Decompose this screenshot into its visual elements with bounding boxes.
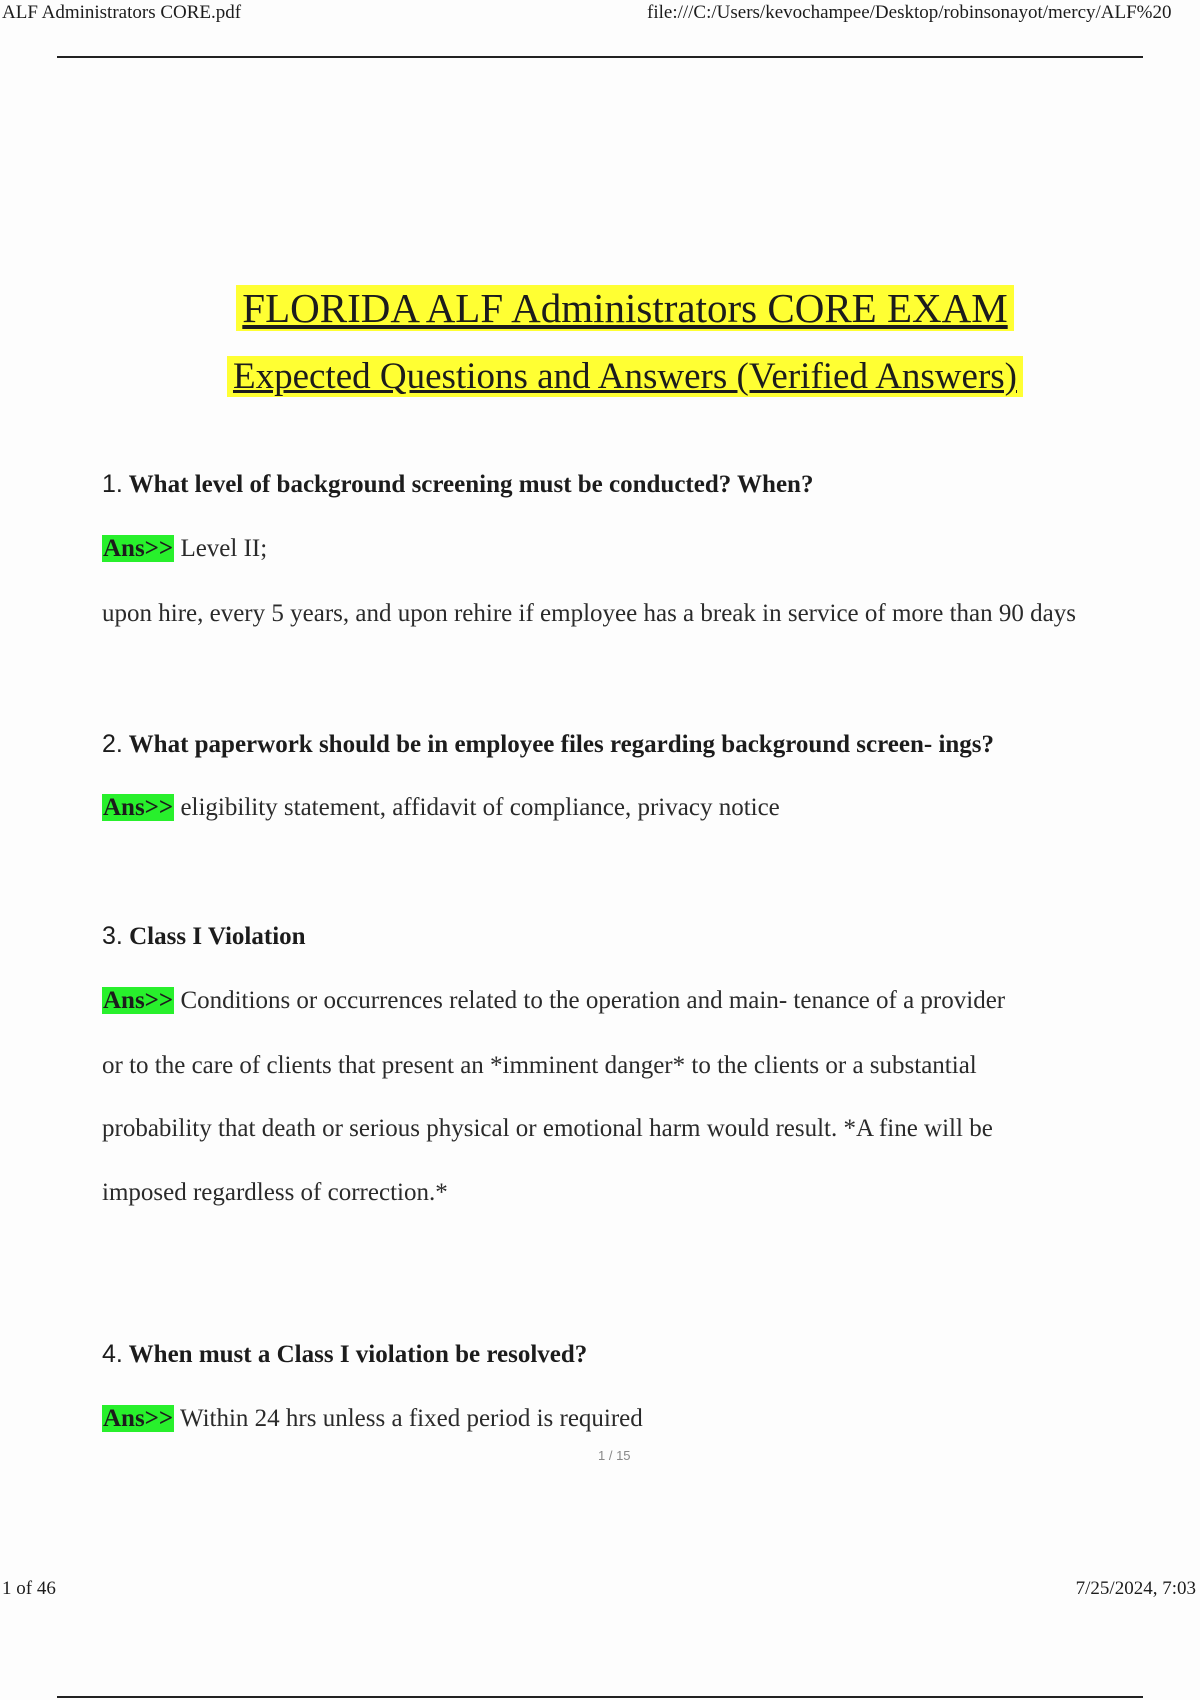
exam-subtitle [0, 355, 1200, 398]
footer-divider [57, 1696, 1143, 1698]
answer-label: Ans>> [103, 535, 174, 562]
exam-title-text: FLORIDA ALF Administrators CORE EXAM [236, 285, 1013, 331]
answer-label: Ans>> [103, 794, 174, 821]
answer-text: Conditions or occurrences related to the operation and main- tenance of a provider [180, 987, 1006, 1014]
question-number: 2. [102, 730, 123, 758]
question-4 [102, 1340, 587, 1369]
inner-page-number: 1 / 15 [598, 1448, 631, 1463]
answer-line: upon hire, every 5 years, and upon rehire if employee has a break in service of more than 90 days [102, 600, 1076, 627]
question-2 [102, 730, 994, 759]
exam-subtitle-text: Expected Questions and Answers (Verified Answers) [227, 356, 1023, 397]
answer-line: imposed regardless of correction.* [102, 1179, 448, 1206]
exam-title [0, 284, 1200, 332]
question-text: What level of background screening must be conducted? When? [128, 471, 814, 498]
document-title: ALF Administrators CORE.pdf [2, 2, 242, 23]
question-number: 1. [102, 470, 123, 498]
answer-1 [102, 535, 267, 563]
answer-label: Ans>> [103, 987, 174, 1014]
question-text: What paperwork should be in employee files regarding background screen- ings? [128, 731, 995, 758]
question-3 [102, 922, 306, 951]
answer-line: probability that death or serious physical or emotional harm would result. *A fine will be [102, 1115, 993, 1142]
question-number: 4. [102, 1340, 123, 1368]
answer-text: Level II; [180, 535, 268, 562]
answer-text: Within 24 hrs unless a fixed period is required [180, 1405, 643, 1432]
answer-4 [102, 1405, 643, 1433]
answer-3 [102, 987, 1005, 1015]
answer-line: or to the care of clients that present an *imminent danger* to the clients or a substantial [102, 1052, 977, 1079]
question-text: When must a Class I violation be resolved? [128, 1341, 588, 1368]
question-1 [102, 470, 813, 499]
answer-2 [102, 794, 780, 822]
question-number: 3. [102, 922, 123, 950]
answer-text: eligibility statement, affidavit of compliance, privacy notice [180, 794, 780, 821]
header-divider [57, 56, 1143, 58]
print-timestamp: 7/25/2024, 7:03 [1075, 1578, 1196, 1599]
page-counter: 1 of 46 [2, 1578, 56, 1599]
question-text: Class I Violation [129, 923, 306, 950]
file-path: file:///C:/Users/kevochampee/Desktop/robinsonayot/mercy/ALF%20 [647, 2, 1172, 23]
answer-label: Ans>> [103, 1405, 174, 1432]
